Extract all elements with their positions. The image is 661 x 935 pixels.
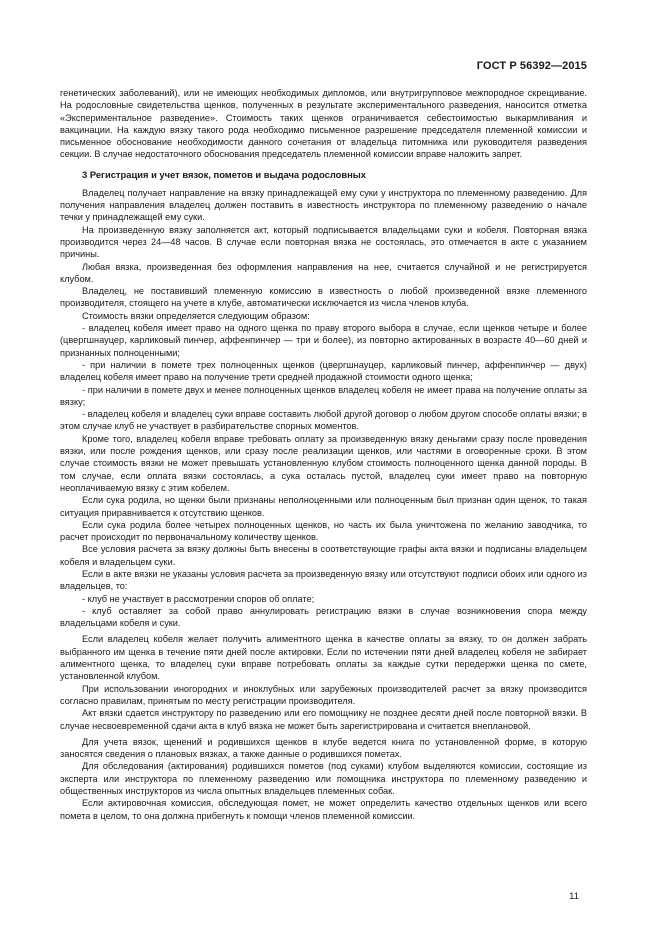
paragraph: Если сука родила, но щенки были признаны неполноценными или полноценным был признан один щенок, то такая ситуация приравнивается к отсутствию щенков.: [60, 495, 587, 518]
list-item: - владелец кобеля и владелец суки вправе составить любой другой договор о любом другом способе оплаты вязки; в этом случае клуб не участвует в разбирательстве спорных моментов.: [60, 409, 587, 432]
section-title: 3 Регистрация и учет вязок, пометов и выдача родословных: [82, 168, 367, 180]
list-item: - при наличии в помете трех полноценных щенков (цвергшнауцер, карликовый пинчер, аффенпинчер — двух) владелец кобеля имеет право на получение трети средней продажной стоимости одного щенка;: [60, 359, 587, 383]
paragraph: При использовании иногородних и иноклубных или зарубежных производителей расчет за вязку производится согласно правилам, принятым по месту регистрации производителя.: [60, 683, 587, 706]
paragraph: Кроме того, владелец кобеля вправе требовать оплату за произведенную вязку деньгами сразу после проведения вязки, или после рождения щенков, или сразу после реализации щенков, или частями в оговоренные сроки. В этом случае стоимость вязки не может превышать установленную клубом стоимость полноценного щенка данной породы. В том случае, если оплата вязки состоялась, а сука осталась пустой, владелец суки имеет право на повторную неоплачиваемую вязку с этим кобелем.: [60, 433, 587, 493]
body-text: [60, 87, 587, 822]
paragraph: Если владелец кобеля желает получить алиментного щенка в качестве оплаты за вязку, то он должен забрать выбранного им щенка в течение пяти дней после актировки. Если по истечении пяти дней владелец кобеля не забирает алиментного щенка, то владелец суки вправе потребовать оплаты за каждые сутки передержки щенка по смете, установленной клубом.: [60, 634, 587, 682]
paragraph: Если актировочная комиссия, обследующая помет, не может определить качество отдельных щенков или всего помета в целом, то она должна прибегнуть к помощи членов племенной комиссии.: [60, 798, 587, 821]
page-number: 11: [569, 891, 579, 902]
paragraph: Все условия расчета за вязку должны быть внесены в соответствующие графы акта вязки и подписаны владельцем кобеля и владельцем суки.: [60, 544, 587, 567]
list-item: - при наличии в помете двух и менее полноценных щенков владелец кобеля не имеет права на получение оплаты за вязку;: [60, 384, 587, 407]
paragraph: Владелец получает направление на вязку принадлежащей ему суки у инструктора по племенному разведению. Для получения направления владелец должен поставить в известность инструктора по племенному разведению о начале течки у принадлежащей ему суки.: [60, 187, 587, 223]
intro-paragraph: генетических заболеваний), или не имеющих необходимых дипломов, или внутригрупповое межпородное скрещивание. На родословные свидетельства щенков, полученных в результате экспериментального разведения, наносится отметка «Экспериментальное разведение». Стоимость таких щенков ограничивается себестоимостью выкармливания и вакцинации. На каждую вязку такого рода необходимо письменное разрешение председателя племенной комиссии и письменное обоснование необходимости данного сочетания от владельца питомника или руководителя разведения секции. В случае недостаточного обоснования председатель племенной комиссии вправе наложить запрет.: [60, 88, 587, 160]
list-item: - клуб оставляет за собой право аннулировать регистрацию вязки в случае возникновения спора между владельцами кобеля и суки.: [60, 605, 587, 629]
document-code: ГОСТ Р 56392—2015: [476, 60, 587, 72]
paragraph: Для обследования (актирования) родившихся пометов (под суками) клубом выделяются комиссии, состоящие из эксперта или инструктора по племенному разведению или помощника инструктора по племенному разведению и общественных инструкторов из числа опытных владельцев племенных собак.: [60, 761, 587, 797]
paragraph: Акт вязки сдается инструктору по разведению или его помощнику не позднее десяти дней после повторной вязки. В случае несвоевременной сдачи акта в клуб вязка не может быть зарегистрирована и считается внеплановой.: [60, 708, 587, 731]
paragraph: Любая вязка, произведенная без оформления направления на нее, считается случайной и не регистрируется клубом.: [60, 261, 587, 284]
paragraph: Владелец, не поставивший племенную комиссию в известность о любой произведенной вязке племенного производителя, стоящего на учете в клубе, автоматически исключается из числа членов клуба.: [60, 286, 587, 309]
paragraph: На произведенную вязку заполняется акт, который подписывается владельцами суки и кобеля. Повторная вязка производится через 24—48 часов. В случае если повторная вязка не состоялась, это отмечается в акте с указанием причины.: [60, 224, 587, 260]
paragraph: Стоимость вязки определяется следующим образом:: [82, 310, 310, 321]
list-item: - клуб не участвует в рассмотрении споров об оплате;: [82, 593, 315, 604]
paragraph: Если в акте вязки не указаны условия расчета за произведенную вязку или отсутствуют подписи обоих или одного из владельцев, то:: [60, 568, 587, 592]
paragraph: Для учета вязок, щенений и родившихся щенков в клубе ведется книга по установленной форме, в которую заносятся сведения о плановых вязках, а также данные о родившихся пометах.: [60, 736, 587, 760]
list-item: - владелец кобеля имеет право на одного щенка по праву второго выбора в случае, если щенков четыре и более (цвергшнауцер, карликовый пинчер, аффенпинчер — три и более), из повторно актированных в возрасте 40—60 дней и признанных полноценными;: [60, 323, 587, 358]
paragraph: Если сука родила более четырех полноценных щенков, но часть их была уничтожена по желанию заводчика, то расчет происходит по первоначальному количеству щенков.: [60, 519, 587, 543]
